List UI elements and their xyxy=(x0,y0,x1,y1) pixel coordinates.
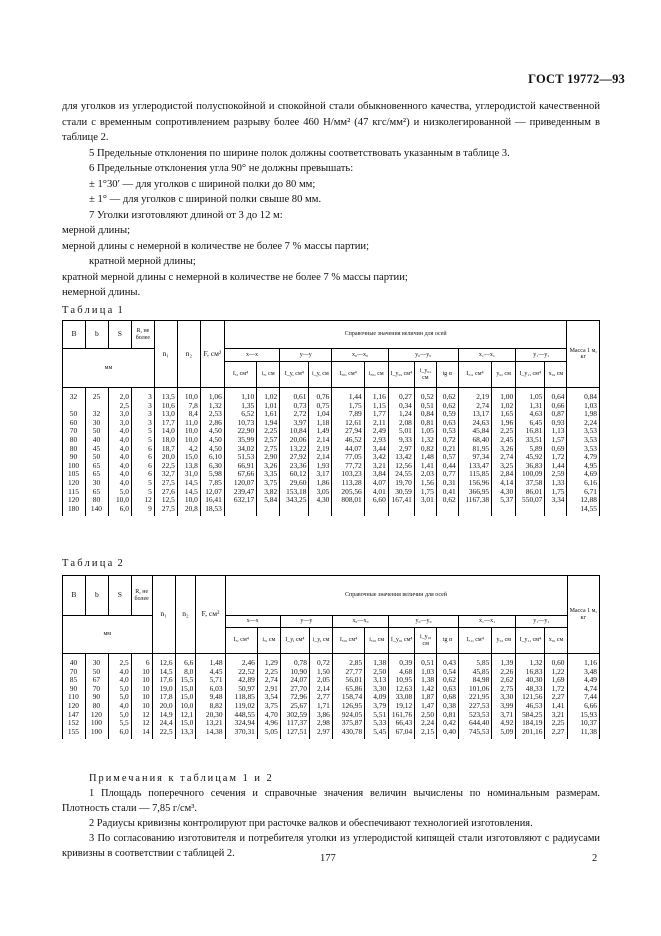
table2-header-tg: tg α xyxy=(437,628,459,654)
table1-col-Ix: 1,10 1,35 6,52 10,73 22,90 35,99 34,02 51,53 66,91 67,66 120,07 239,47 632,17 xyxy=(233,392,255,505)
table2-col-Ix0: 2,85 27,77 56,01 65,86 158,74 126,95 924,05 375,87 430,78 xyxy=(341,658,363,736)
table2-col-mass: 1,16 3,48 4,49 4,74 7,44 6,66 15,93 10,37 11,38 xyxy=(580,658,597,736)
table2-header-F: F, см² xyxy=(196,576,225,654)
table1-col-y0: 1,00 1,02 1,65 1,96 2,25 2,45 3,26 2,74 3,25 2,84 4,14 4,30 5,37 xyxy=(500,392,514,505)
table1-col-Ix1: 2,19 2,74 13,17 24,63 45,84 68,40 81,95 97,34 133,47 115,85 156,96 366,95 1167,38 xyxy=(465,392,490,505)
table1-header-b: b xyxy=(85,321,108,349)
table1-col-mass: 0,84 1,03 1,98 2,24 3,53 3,53 3,53 4,79 4,95 4,69 6,16 6,71 12,88 14,55 xyxy=(580,392,597,513)
paragraph: кратной мерной длины; xyxy=(89,256,196,267)
table2-header-Iy0: I_y₀, см⁴ xyxy=(389,628,415,654)
table1-title-word: Таблица xyxy=(62,305,115,316)
table2-col-F: 1,48 4,45 5,71 6,03 9,48 8,82 20,30 13,21 14,38 xyxy=(205,658,223,736)
table1-header-Iy: I_y, см⁴ xyxy=(280,362,309,388)
table1-header-mm: мм xyxy=(63,349,155,388)
table1-col-Iy0: 0,27 0,34 1,24 2,08 5,01 9,33 2,97 13,42 12,56 24,55 19,70 30,59 167,41 xyxy=(391,392,412,505)
table2-col-n2: 6,6 8,0 15,5 15,0 15,0 10,0 12,1 15,0 13,3 xyxy=(180,658,194,736)
paragraph: немерной длины. xyxy=(62,287,141,298)
table2-header-Ix0: Iₓ₀, см⁴ xyxy=(332,628,364,654)
table2-header-n2: n₂ xyxy=(175,576,196,654)
table1-col-Ix0: 1,44 1,75 7,89 12,61 27,94 46,52 44,07 77,05 77,72 103,23 113,28 205,56 808,01 xyxy=(341,392,362,505)
table2-col-iy: 0,72 1,50 2,05 2,14 2,77 1,71 3,86 2,98 2,97 xyxy=(316,658,330,736)
table1-col-Iy: 0,61 0,73 2,72 3,97 10,84 20,06 13,22 27,92 23,36 60,12 29,60 153,18 343,25 xyxy=(286,392,307,505)
table1-header-S: S xyxy=(108,321,131,349)
table2-col-R: 6 10 10 10 10 10 12 12 14 xyxy=(142,658,150,736)
table1-title-number: 1 xyxy=(117,305,123,316)
table2-axis-y0: y₀—y₀ xyxy=(389,616,459,628)
note-item: 3 По согласованию изготовителя и потребителя уголки из углеродистой кипящей стали изготовляют с радиусами кривизны в соответствии с таблицей 2. xyxy=(62,833,600,859)
table2-col-tg: 0,43 0,54 0,62 0,63 0,68 0,38 0,81 0,42 0,40 xyxy=(443,658,456,736)
table2-data-row xyxy=(63,654,600,740)
table1-col-ix: 1,02 1,01 1,61 1,94 2,25 2,57 2,75 2,90 3,26 3,35 3,75 3,82 5,84 xyxy=(264,392,278,505)
paragraph: 5 Предельные отклонения по ширине полок должны соответствовать указанным в таблице 3. xyxy=(89,147,510,159)
table2-axis-x1: x₁—x₁ xyxy=(458,616,515,628)
table2-col-Iy: 0,78 10,90 24,07 27,70 72,96 25,67 302,59 117,37 127,51 xyxy=(286,658,307,736)
page-number: 177 xyxy=(320,853,336,864)
table1-header-Iy1: I_y₁, см⁴ xyxy=(516,362,545,388)
table1-header-Iy0: I_y₀, см⁴ xyxy=(388,362,414,388)
table1-col-ix0: 1,16 1,15 1,77 2,11 2,49 2,93 3,44 3,42 3,21 3,84 4,07 4,01 6,60 xyxy=(372,392,386,505)
paragraph: кратной мерной длины с немерной в количестве не более 7 % массы партии; xyxy=(62,271,408,283)
paragraph: ± 1°30′ — для уголков с шириной полки до 80 мм; xyxy=(89,178,316,190)
table2-header-S: S xyxy=(108,576,131,616)
table1-header-x0: x₀, см xyxy=(545,362,567,388)
table2-col-n1: 12,6 14,5 17,6 19,0 17,8 20,0 14,9 24,4 22,5 xyxy=(159,658,173,736)
table1-col-tg: 0,62 0,62 0,59 0,63 0,53 0,72 0,21 0,57 0,44 0,77 0,31 0,41 0,62 xyxy=(442,392,456,505)
table2-axis-y1: y₁—y₁ xyxy=(516,616,567,628)
table2-title-word: Таблица xyxy=(62,558,115,569)
table2-title-number: 2 xyxy=(117,558,123,569)
table1-col-n1: 13,5 10,6 13,0 17,7 14,0 18,0 18,7 20,0 22,5 32,7 27,5 27,6 12,5 27,5 xyxy=(161,392,175,513)
table2-header-ref: Справочные значения величин для осей xyxy=(225,576,567,616)
table2-header-b: b xyxy=(85,576,108,616)
table1-header-ix: iₓ, см xyxy=(257,362,280,388)
table1-col-F: 1,06 1,32 2,53 2,86 4,50 4,50 4,50 6,10 6,30 5,98 7,85 12,07 16,41 18,53 xyxy=(205,392,222,513)
table1-header-Ix: Iₓ, см⁴ xyxy=(224,362,256,388)
table2-col-Ix: 2,46 22,52 42,89 50,97 118,85 119,02 448,55 324,94 370,31 xyxy=(234,658,255,736)
table2-axis-x0: x₀—x₀ xyxy=(332,616,388,628)
table2-header-R: R, не более xyxy=(131,576,152,616)
table2-header-x0: x₀, см xyxy=(545,628,567,654)
table1-col-n2: 10,0 7,8 8,4 11,0 10,0 10,0 4,2 15,0 13,8 31,0 14,5 14,5 10,0 20,8 xyxy=(184,392,198,513)
table2-header-Ix1: Iₓ₁, см⁴ xyxy=(458,628,491,654)
table2-col-ix: 1,29 2,25 2,74 2,91 3,54 3,75 4,70 4,96 5,05 xyxy=(264,658,278,736)
table1-col-B: 32 50 60 70 80 80 90 100 105 120 115 120 180 xyxy=(67,392,80,513)
table1-header-R: R, не более xyxy=(131,321,154,349)
table2-header-y0: y₀, см xyxy=(492,628,516,654)
table1-title xyxy=(62,305,123,316)
table2-title xyxy=(62,558,123,569)
table2-header-ix: iₓ, см xyxy=(257,628,280,654)
table1-col-iy: 0,76 0,75 1,04 1,18 1,49 2,14 2,19 2,14 1,93 3,17 1,86 3,05 4,30 xyxy=(316,392,330,505)
table1-col-iy0: 0,52 0,51 0,84 0,81 1,05 1,32 0,82 1,48 1,41 2,03 1,56 1,75 3,01 xyxy=(420,392,434,505)
table1-header-ref: Справочные значения величин для осей xyxy=(224,321,567,349)
table1-axis-x1: x₁—x₁ xyxy=(458,349,515,362)
page-header: ГОСТ 19772—93 xyxy=(528,72,625,86)
table2-header-B: B xyxy=(63,576,86,616)
table1-header-Ix0: Iₓ₀, см⁴ xyxy=(332,362,364,388)
table2-axis-xx: x—x xyxy=(225,616,280,628)
table2-col-y0: 1,39 2,26 2,62 2,75 3,30 3,99 3,71 4,92 5,09 xyxy=(500,658,514,736)
table1-axis-xx: x—x xyxy=(224,349,279,362)
table2-header-mm: мм xyxy=(63,616,153,654)
table2 xyxy=(62,575,600,739)
table2-header-Iy: I_y, см⁴ xyxy=(280,628,309,654)
table1-header-n1: n₁ xyxy=(154,321,177,388)
table2-axis-yy: y—y xyxy=(280,616,332,628)
table2-header-mass: Масса 1 м, кг xyxy=(567,576,600,654)
table2-col-S: 2,5 4,0 4,0 5,0 5,0 4,0 5,0 5,5 6,0 xyxy=(119,658,129,736)
table1-header-y0: y₀, см xyxy=(492,362,516,388)
paragraph: мерной длины с немерной в количестве не более 7 % массы партии; xyxy=(62,240,370,252)
table2-col-b: 30 50 67 70 90 80 120 100 100 xyxy=(90,658,102,736)
table2-header-n1: n₁ xyxy=(152,576,175,654)
paragraph: 7 Уголки изготовляют длиной от 3 до 12 м: xyxy=(89,209,283,221)
table1 xyxy=(62,320,600,516)
table1-col-S: 2,0 2,5 3,0 3,0 4,0 4,0 4,0 4,0 4,0 4,0 4,0 5,0 10,0 6,0 xyxy=(115,392,129,513)
table2-col-iy0: 0,51 1,03 1,38 1,42 1,87 1,47 2,50 2,24 2,15 xyxy=(421,658,435,736)
paragraph: для уголков из углеродистой полуспокойной и спокойной стали обыкновенного качества, углеродистой качественной стали с временным сопротивлением разрыву более 460 Н/мм² (47 кгс/мм²) и низколегированной — приведенным в таблице 2. xyxy=(62,101,600,143)
table2-col-Iy0: 0,39 4,68 10,95 12,63 33,08 19,12 161,76 66,43 67,04 xyxy=(391,658,413,736)
table2-header-ix0: iₓ₀, см xyxy=(365,628,389,654)
table2-header-Ix: Iₓ, см⁴ xyxy=(225,628,257,654)
note-item: 2 Радиусы кривизны контролируют при расточке валков и обеспечивают технологией изготовления. xyxy=(89,818,533,829)
table1-col-Iy1: 1,05 1,31 4,63 6,45 16,81 33,51 5,89 45,92 36,83 100,09 37,58 86,01 550,07 xyxy=(522,392,543,505)
paragraph: мерной длины; xyxy=(62,225,131,236)
table1-header-iy0: i_y₀, см xyxy=(414,362,436,388)
table2-col-B: 40 70 85 90 110 120 147 152 155 xyxy=(67,658,79,736)
table1-header-B: B xyxy=(63,321,86,349)
notes xyxy=(62,771,600,861)
table1-header-Ix1: Iₓ₁, см⁴ xyxy=(458,362,491,388)
note-item: 1 Площадь поперечного сечения и справочные значения величин вычислены по номинальным размерам. Плотность стали — 7,85 г/см³. xyxy=(62,788,600,814)
table1-col-b: 25 32 30 50 40 45 50 65 65 30 65 80 140 xyxy=(90,392,102,513)
table1-header-mass: Масса 1 м, кг xyxy=(567,321,600,388)
notes-title: Примечания к таблицам 1 и 2 xyxy=(89,773,274,784)
table1-header-tg: tg α xyxy=(436,362,458,388)
table1-axis-yy: y—y xyxy=(280,349,332,362)
body-text xyxy=(62,99,600,301)
table1-header-n2: n₂ xyxy=(177,321,200,388)
table2-col-x0: 0,60 1,22 1,69 1,72 2,27 1,41 3,21 2,25 2,27 xyxy=(551,658,565,736)
table2-col-Iy1: 1,32 16,83 40,30 48,33 121,56 46,53 584,25 184,19 201,16 xyxy=(522,658,543,736)
paragraph: 6 Предельные отклонения угла 90° не должны превышать: xyxy=(89,163,354,174)
table1-header-F: F, см² xyxy=(200,321,224,388)
table2-col-Ix1: 5,85 45,85 84,98 101,06 221,95 227,53 523,53 644,40 745,53 xyxy=(468,658,490,736)
table1-col-x0: 0,64 0,66 0,87 0,93 1,13 1,57 0,69 1,72 1,44 2,59 1,33 1,75 3,34 xyxy=(551,392,565,505)
table1-col-R: 3 3 3 3 5 5 6 6 6 6 5 5 12 9 xyxy=(144,392,152,513)
table1-header-iy: i_y, см xyxy=(309,362,332,388)
table1-header-ix0: iₓ₀, см xyxy=(364,362,388,388)
sheet-number: 2 xyxy=(592,853,598,864)
table1-axis-y0: y₀—y₀ xyxy=(388,349,458,362)
table2-header-iy0: i_y₀, см xyxy=(415,628,437,654)
table1-axis-x0: x₀—x₀ xyxy=(332,349,388,362)
table1-axis-y1: y₁—y₁ xyxy=(516,349,567,362)
table2-header-Iy1: I_y₁, см⁴ xyxy=(516,628,545,654)
paragraph: ± 1° — для уголков с шириной полки свыше 80 мм. xyxy=(89,194,322,205)
table1-data-row xyxy=(63,388,600,517)
table2-header-iy: i_y, см xyxy=(309,628,332,654)
table2-col-ix0: 1,38 2,50 3,13 3,30 4,09 3,79 5,51 5,33 5,45 xyxy=(373,658,387,736)
